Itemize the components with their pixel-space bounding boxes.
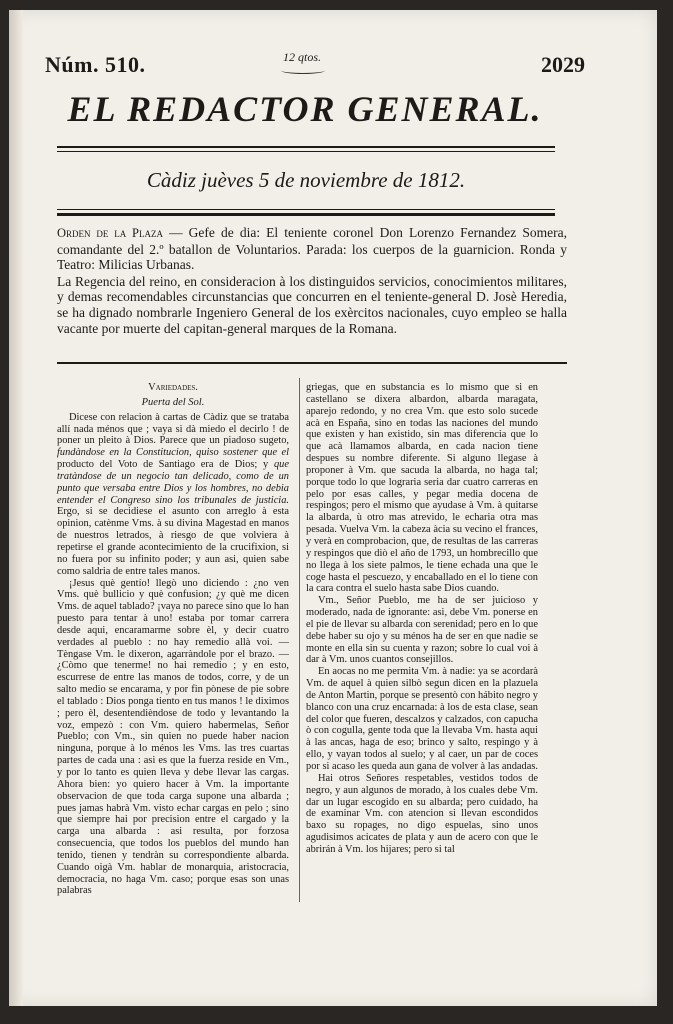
issue-number: Núm. 510.: [45, 52, 146, 77]
article-paragraph-4: Vm., Señor Pueblo, me ha de ser juicioso y moderado, nada de ignorante: asi, debe Vm. ponerse en el pie de llevar su albarda con serenidad; pero en lo que debe haber su ojo y su ménos ha de ser en que nadie se monte en ella sin su cuenta y razon; sobre lo cual voi à dar à Vm. unos cuantos consejillos.: [306, 595, 538, 666]
article-paragraph-5: En aocas no me permita Vm. à nadie: ya se acordarà Vm. de aquel à quien silbò segun dicen en la plazuela de Anton Martin, porque se presentò con hábito negro y blanco con una cruz encarnada: à los de esta clase, sean del color que fueren, descalzos y calzados, con capucha ò con cogulla, gente toda que la llevaba Vm. hasta aqui à las ancas, haga de eso; brinco y salto, respingo y à ello, y vayan todos al suelo; y al caer, un par de coces por si acaso les queda aun gana de volver à las andadas.: [306, 666, 539, 772]
section-heading: Variedades.: [148, 382, 198, 393]
page-spine-shadow: [9, 10, 23, 1006]
header-row: [45, 52, 585, 82]
article-paragraph-3: griegas, que en substancia es lo mismo que si en castellano se dixera albardon, albarda maragata, aparejo redondo, y no crea Vm. que esto solo sucede acà en España, sino en todas las naciones del mundo que existen y han existido, sin mas diferencia que lo que acà llamamos albarda, en cada nacion tiene despues su nombre diferente. Si alguno llegase à proponer à Vm. que sacuda la albarda, no haga tal; porque todo lo que lograria seria dar cuatro carreras en pelo por esas calles, y pegar media docena de respingos; pero el mismo que ayudase à Vm. à quitarse la albarda, ù otro mas atrevido, le echaria otra mas pesada. Vuelva Vm. la cabeza àcia su vecino el frances, y verà en comprobacion, que, de resultas de las carreras y respingos que diò el año de 1793, un hombrecillo que no llega à los siete palmos, le tiene echada una que le coge hasta el pescuezo, y encaballado en el lo tiene con la cara contra el suelo hasta sabe Dios cuando.: [306, 382, 538, 595]
orden-label: Orden de la Plaza: [57, 226, 163, 240]
orden-de-la-plaza-block: [57, 225, 567, 336]
orden-paragraph: [57, 225, 567, 273]
date-rule-thin: [57, 209, 555, 210]
article-paragraph-6: Hai otros Señores respetables, vestidos todos de negro, y aun algunos de morado, à los cuales debe Vm. dar un lugar escogido en su albarda; pero cuidado, ha de examinar Vm. con atencion si llevan escondidos baxo su ropages, no digo espuelas, sino unos agudisimos acicates de plata y aun de acero con que le abrirán à Vm. los hijares; pero si tal: [306, 772, 538, 855]
masthead-title: EL REDACTOR GENERAL.: [67, 89, 543, 129]
right-column: [306, 382, 538, 856]
paragraph-1-text-b: producto del Voto de Santiago era de Dios; y: [57, 459, 274, 471]
newspaper-page: [9, 10, 657, 1006]
paragraph-1-text-c: Ergo, si se decidiese el asunto con arreglo à esta opinion, catènme Vms. à su divina Magestad en manos de nuestros letrados, à riesgo de que volviera à repetirse el grande acontecimiento de la crucifixion, si no fuera por su infinito poder; y aun asi, quien sabe como saldria de entre tales manos.: [57, 506, 289, 577]
page-number: 2029: [541, 52, 585, 77]
article-paragraph-2: ¡Jesus què gentío! llegò uno diciendo : ¿no ven Vms. què bullicio y què confusion; ¿y què me dicen Vms. de aquel tablado? ¡vaya no parece sino que lo han puesto para tentar à uno! estaba por tomar carrera desde aqui, encaramarme sobre èl, y decir cuatro verdades al pueblo : no hay remedio allà voi. — Tèngase Vm. le dixeron, agarràndole por el brazo. — ¿Còmo que tenerme! no hai remedio ; y en esto, escurrese de entre las manos de todos, corre, y de un salto medio se encarama, y por fin pònese de pie sobre el tablado : Dios ponga tiento en tus manos ! le diximos ; pero èl, desentendièndose de todo y levantando la voz, empezò : con Vm. quiero habermelas, Señor Pueblo; con Vm., sin quien no puede haber nacion ninguna, porque à lo ménos les Vms. las tres cuartas partes de cada una : asi es que la fuerza reside en Vm., y por lo tanto es quien lleva y debe llevar las cargas. Ahora bien: yo quiero hacer à Vm. la importante observacion de que toda carga supone una albarda ; pues jamas habrà Vm. visto echar cargas en pelo ; sino que siempre hai por precision entre el cargado y la carga una albarda : asi resulta, por forzosa consecuencia, que todos los pueblos del mundo han tenido, tienen y tendràn su correspondiente albarda. Cuando oigà Vm. hablar de monarquia, aristocracia, democracia, no haga Vm. caso; porque esas son unas palabras: [57, 577, 289, 897]
margin-note-flourish: [281, 67, 325, 74]
date-line: Càdiz juèves 5 de noviembre de 1812.: [146, 168, 466, 192]
article-paragraph-1: [57, 412, 289, 578]
left-column: [57, 382, 289, 897]
orden-text: — Gefe de dia: El teniente coronel Don Lorenzo Fernandez Somera, comandante del 2.º batallon de Voluntarios. Parada: los cuerpos de la guarnicion. Ronda y Teatro: Milicias Urbanas.: [57, 225, 567, 273]
masthead-rule-thin: [57, 151, 555, 152]
column-top-rule: [57, 362, 567, 364]
paragraph-1-text-a: Dicese con relacion à cartas de Càdiz que se trataba allí nada ménos que ; vaya si dà miedo el decirlo ! de poner un pleito à Dios. Parece que un piadoso sugeto,: [57, 411, 289, 447]
article-subtitle: Puerta del Sol.: [141, 396, 205, 408]
masthead-rule-top: [57, 146, 555, 148]
regencia-paragraph: La Regencia del reino, en consideracion à los distinguidos servicios, conocimientos militares, y demas recomendables circunstancias que concurren en el teniente-general D. Josè Heredia, se ha dignado nombrarle Ingeniero General de los exèrcitos nacionales, cuyo empleo se halla vacante por muerte del capitan-general marques de la Romana.: [57, 273, 567, 336]
handwritten-margin-note: 12 qtos.: [283, 50, 322, 64]
paragraph-1-italic-b: que tratàndose de un negocio tan delicado, como de un punto que versaba entre Dios y los hombres, no debia entender el Congreso sino los tribunales de justicia.: [57, 459, 289, 506]
date-rule-thick: [57, 213, 555, 216]
paragraph-1-italic-a: fundàndose en la Constitucion, quiso sostener que el: [57, 447, 289, 459]
column-separator: [299, 378, 300, 902]
